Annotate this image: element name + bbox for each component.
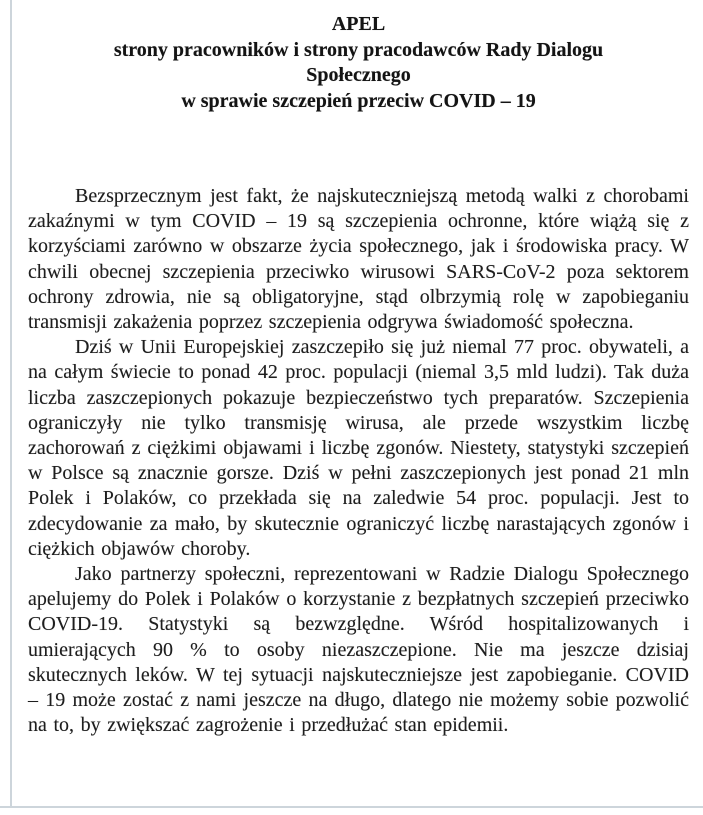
title-line-spolecznego: Społecznego: [306, 64, 411, 86]
document-title: [28, 12, 689, 114]
title-line-subject: w sprawie szczepień przeciw COVID – 19: [181, 89, 536, 112]
page-bottom-border-line: [0, 806, 703, 808]
page-left-border-line: [10, 0, 12, 807]
paragraph-2: Dziś w Unii Europejskiej zaszczepiło się już niemal 77 proc. obywateli, a na całym świecie to ponad 42 proc. populacji (niemal 3,5 mld ludzi). Tak duża liczba zaszczepionych pokazuje bezpieczeństwo tych preparatów. Szczepienia ograniczyły nie tylko transmisję wirusa, ale przede wszystkim liczbę zachorowań z ciężkimi objawami i liczbę zgonów. Niestety, statystyki szczepień w Polsce są znacznie gorsze. Dziś w pełni zaszczepionych jest ponad 21 mln Polek i Polaków, co przekłada się na zaledwie 54 proc. populacji. Jest to zdecydowanie za mało, by skutecznie ograniczyć liczbę narastających zgonów i ciężkich objawów choroby.: [28, 336, 689, 560]
title-line-parties: strony pracowników i strony pracodawców Rady Dialogu: [113, 38, 604, 61]
paragraph-3: Jako partnerzy społeczni, reprezentowani w Radzie Dialogu Społecznego apelujemy do Polek i Polaków o korzystanie z bezpłatnych szczepień przeciwko COVID-19. Statystyki są bezwzględne. Wśród hospitalizowanych i umierających 90 % to osoby niezaszczepione. Nie ma jeszcze dzisiaj skutecznych leków. W tej sytuacji najskuteczniejsze jest zapobieganie. COVID – 19 może zostać z nami jeszcze na długo, dlatego nie możemy sobie pozwolić na to, by zwiększać zagrożenie i przedłużać stan epidemii.: [28, 563, 689, 737]
document-body: [28, 184, 689, 738]
title-line-apel: APEL: [331, 13, 386, 35]
paragraph-1: Bezsprzecznym jest fakt, że najskuteczniejszą metodą walki z chorobami zakaźnymi w tym COVID – 19 są szczepienia ochronne, które wiążą się z korzyściami zarówno w obszarze życia społecznego, jak i środowiska pracy. W chwili obecnej szczepienia przeciwko wirusowi SARS-CoV-2 poza sektorem ochrony zdrowia, nie są obligatoryjne, stąd olbrzymią rolę w zapobieganiu transmisji zakażenia poprzez szczepienia odgrywa świadomość społeczna.: [28, 185, 689, 334]
